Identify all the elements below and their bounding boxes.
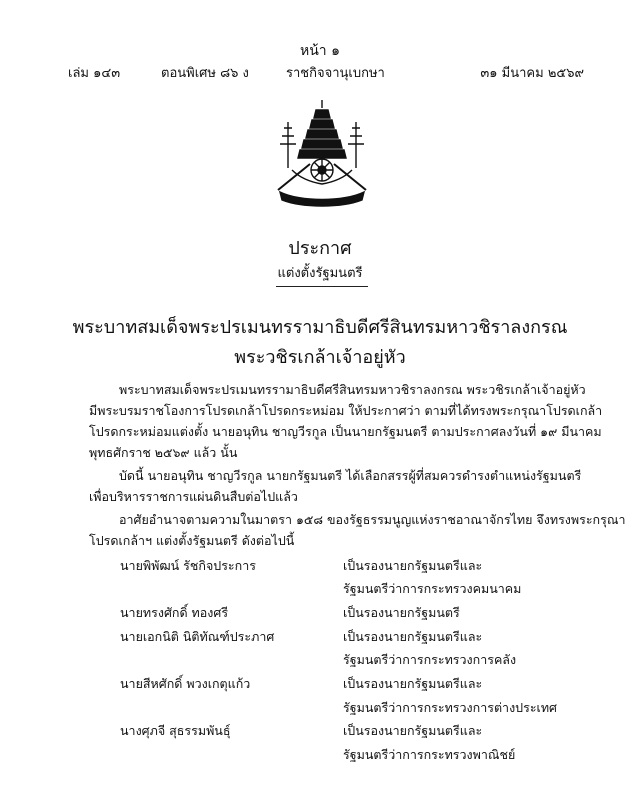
paragraph-line: บัดนี้ นายอนุทิน ชาญวีรกูล นายกรัฐมนตรี ได้เลือกสรรผู้ที่สมควรดำรงตำแหน่งรัฐมนตรี — [119, 468, 582, 483]
appointee-position: เป็นรองนายกรัฐมนตรีและ — [343, 558, 483, 573]
paragraph-line: มีพระบรมราชโองการโปรดเกล้าโปรดกระหม่อม ให้ประกาศว่า ตามที่ได้ทรงพระกรุณาโปรดเกล้า — [89, 403, 603, 418]
appointee-position: เป็นรองนายกรัฐมนตรีและ — [343, 676, 483, 691]
appointee-position: เป็นรองนายกรัฐมนตรี — [343, 605, 460, 620]
paragraph-line: เพื่อบริหารราชการแผ่นดินสืบต่อไปแล้ว — [89, 489, 298, 504]
title-divider — [276, 286, 368, 287]
gazette-name: ราชกิจจานุเบกษา — [286, 66, 385, 81]
king-name-line-2: พระวชิรเกล้าเจ้าอยู่หัว — [234, 347, 406, 368]
appointee-position: เป็นรองนายกรัฐมนตรีและ — [343, 723, 483, 738]
appointee-name: นางศุภจี สุธรรมพันธุ์ — [120, 723, 231, 738]
paragraph-1 — [89, 379, 603, 463]
volume-number: เล่ม ๑๔๓ — [68, 66, 121, 81]
appointee-position: รัฐมนตรีว่าการกระทรวงการคลัง — [343, 652, 517, 667]
paragraph-line: พุทธศักราช ๒๕๖๙ แล้ว นั้น — [89, 445, 238, 460]
appointee-name: นายสีหศักดิ์ พวงเกตุแก้ว — [120, 676, 251, 691]
publication-date: ๓๑ มีนาคม ๒๕๖๙ — [480, 66, 584, 81]
appointee-position: รัฐมนตรีว่าการกระทรวงคมนาคม — [343, 581, 522, 596]
appointee-position: เป็นรองนายกรัฐมนตรีและ — [343, 629, 483, 644]
paragraph-line: อาศัยอำนาจตามความในมาตรา ๑๕๘ ของรัฐธรรมนูญแห่งราชอาณาจักรไทย จึงทรงพระกรุณา — [119, 512, 626, 527]
paragraph-2 — [89, 465, 582, 507]
appointee-name: นายพิพัฒน์ รัชกิจประการ — [120, 558, 256, 573]
paragraph-3 — [89, 509, 626, 551]
page-number: หน้า ๑ — [300, 43, 340, 59]
special-issue-number: ตอนพิเศษ ๘๖ ง — [161, 66, 249, 81]
paragraph-line: โปรดเกล้าฯ แต่งตั้งรัฐมนตรี ดังต่อไปนี้ — [89, 533, 295, 548]
paragraph-line: โปรดกระหม่อมแต่งตั้ง นายอนุทิน ชาญวีรกูล เป็นนายกรัฐมนตรี ตามประกาศลงวันที่ ๑๙ มีนาคม — [89, 424, 602, 439]
announcement-title: ประกาศ — [288, 238, 352, 259]
paragraph-line: พระบาทสมเด็จพระปรเมนทรรามาธิบดีศรีสินทรมหาวชิราลงกรณ พระวชิรเกล้าเจ้าอยู่หัว — [119, 382, 586, 397]
appointee-name: นายทรงศักดิ์ ทองศรี — [120, 605, 229, 620]
king-name-line-1: พระบาทสมเด็จพระปรเมนทรรามาธิบดีศรีสินทรมหาวชิราลงกรณ — [72, 317, 568, 338]
royal-emblem-icon — [270, 98, 374, 210]
appointee-position: รัฐมนตรีว่าการกระทรวงการต่างประเทศ — [343, 700, 557, 715]
appointee-name: นายเอกนิติ นิติทัณฑ์ประภาศ — [120, 629, 275, 644]
appointee-position: รัฐมนตรีว่าการกระทรวงพาณิชย์ — [343, 747, 516, 762]
announcement-subtitle: แต่งตั้งรัฐมนตรี — [277, 266, 363, 281]
